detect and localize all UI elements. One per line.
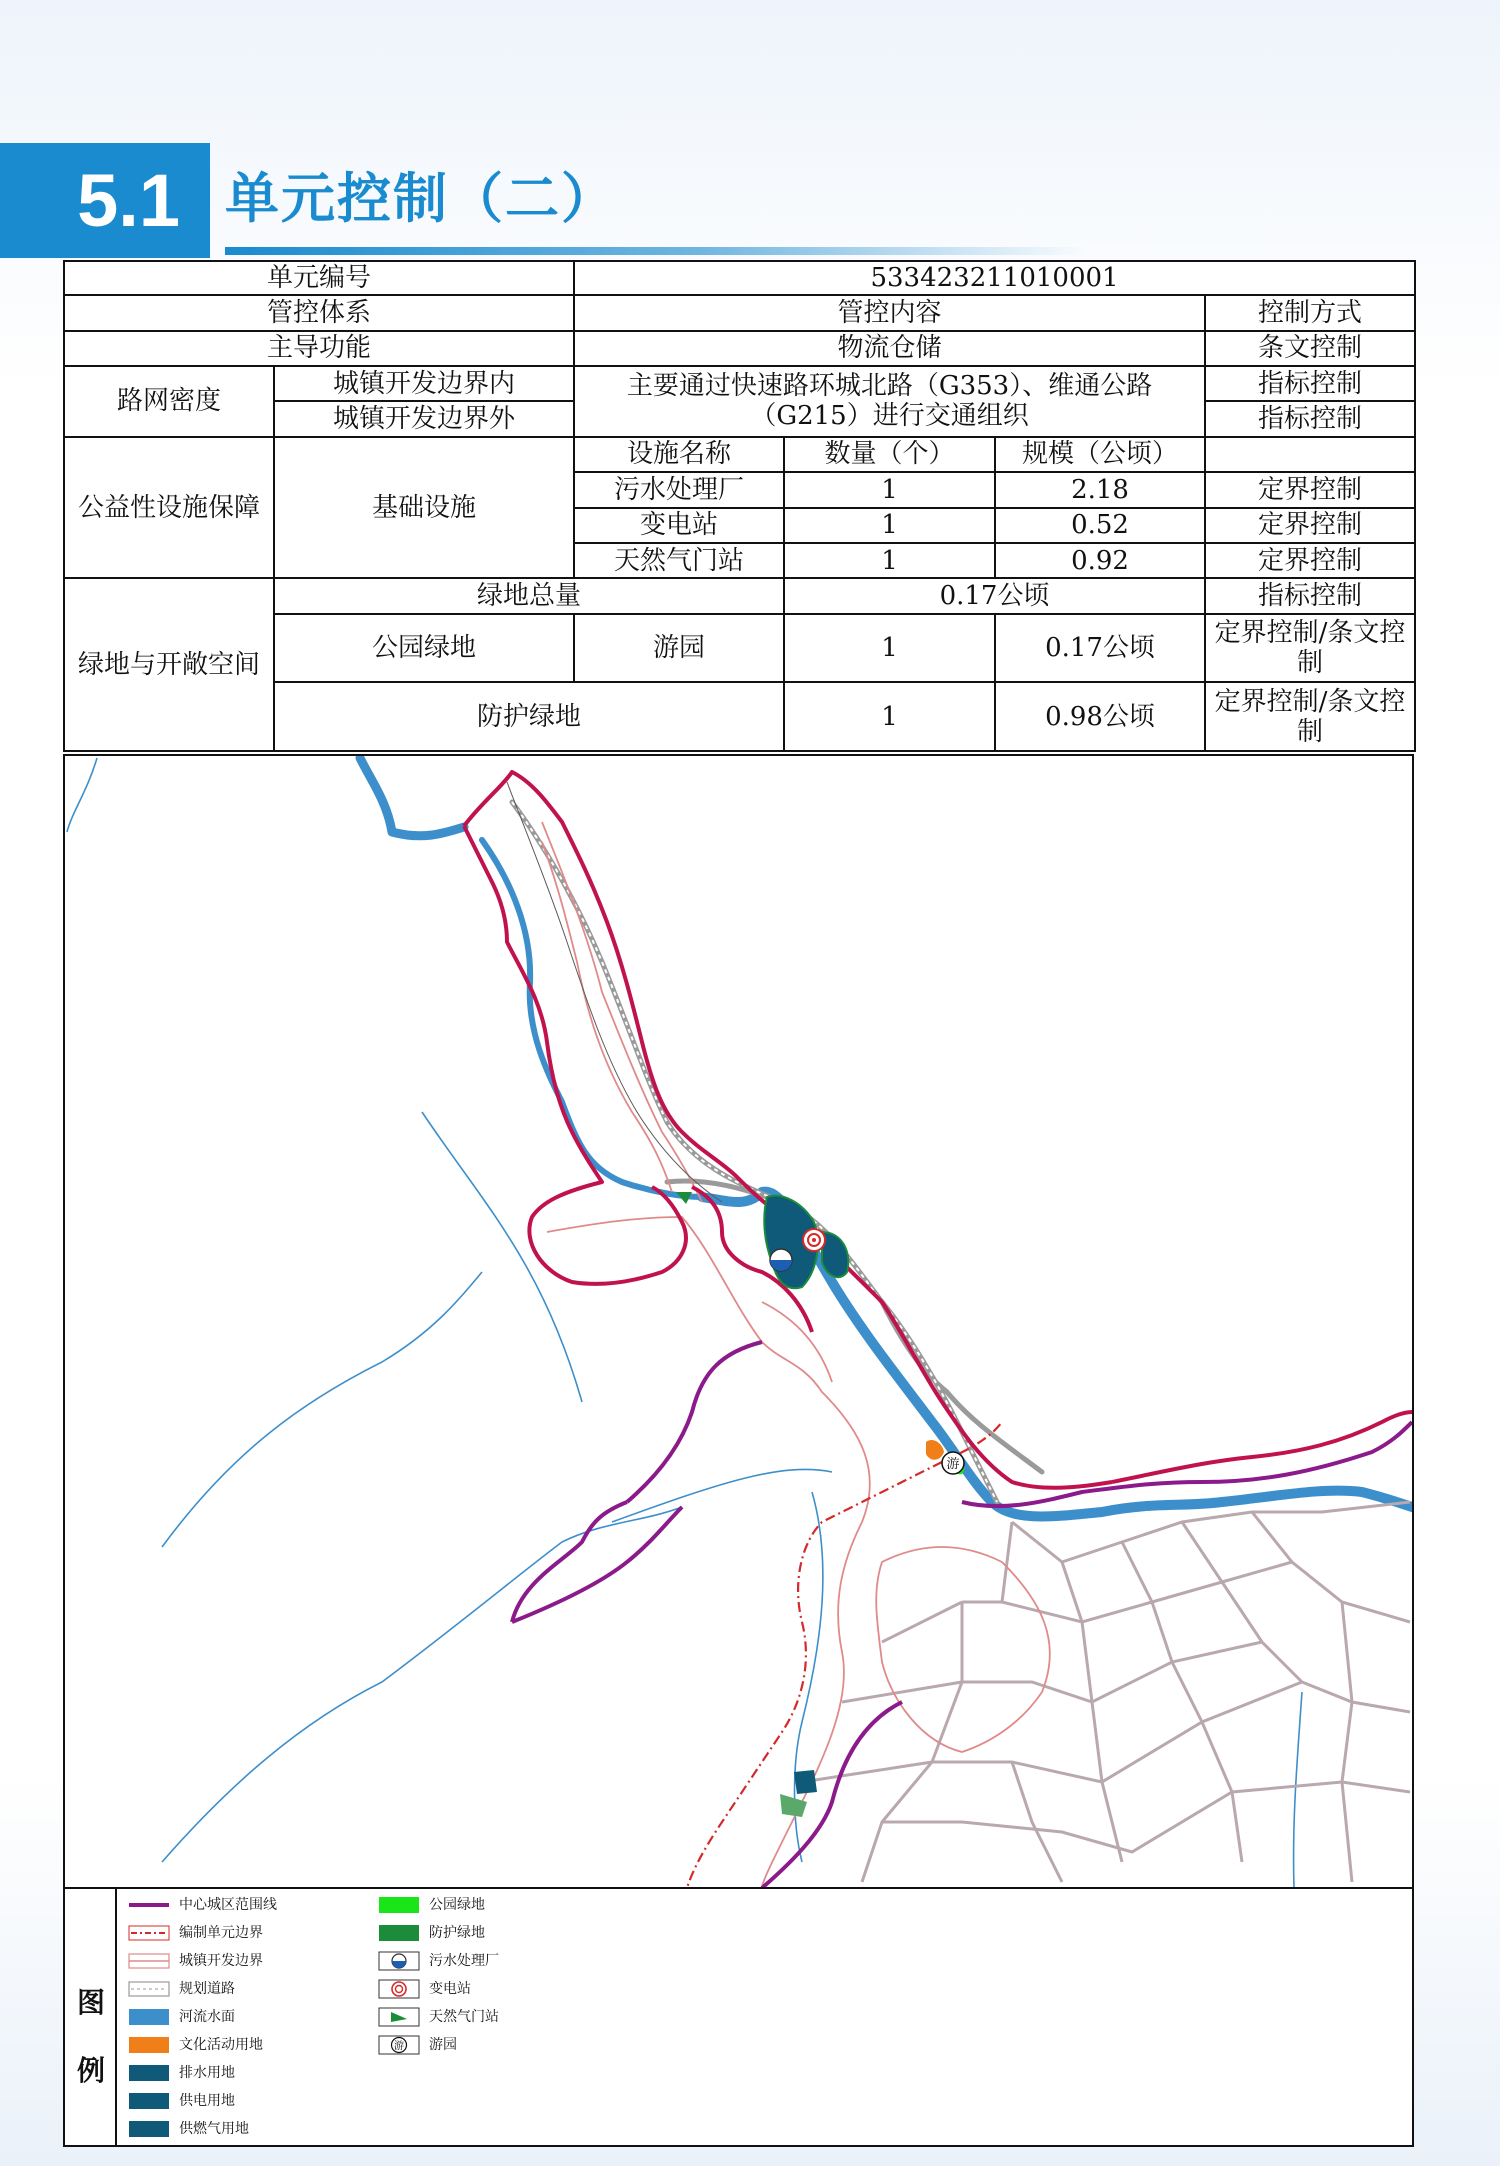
facility-name: 变电站: [574, 508, 784, 543]
compilation-unit-boundary: [687, 1422, 1002, 1888]
gas-station-legend-icon: [377, 2007, 421, 2027]
legend-label: 河流水面: [179, 2009, 235, 2025]
infrastructure-label: 基础设施: [274, 437, 574, 578]
substation-icon: [803, 1229, 825, 1251]
facility-name: 天然气门站: [574, 543, 784, 578]
culture-swatch-icon: [127, 2035, 171, 2055]
protective-green-scale: 0.98公顷: [995, 682, 1205, 751]
protective-green-swatch-icon: [377, 1923, 421, 1943]
table-row: [64, 261, 1415, 295]
culture-land-parcel: [926, 1440, 944, 1460]
road: [862, 1602, 962, 1882]
road: [1122, 1542, 1242, 1862]
legend-label: 规划道路: [179, 1981, 235, 1997]
unit-control-table: [63, 260, 1416, 752]
legend-label: 排水用地: [179, 2065, 235, 2081]
green-total-value: 0.17公顷: [784, 578, 1205, 613]
unit-code-value: 533423211010001: [574, 261, 1415, 295]
page-title: 单元控制（二）: [225, 167, 617, 230]
protective-green-qty: 1: [784, 682, 995, 751]
legend-title-char: 图: [77, 1986, 106, 2019]
col-method-header: 控制方式: [1205, 295, 1415, 330]
planned-roads: [512, 802, 1042, 1502]
unit-map: [63, 754, 1414, 1889]
table-row: [64, 578, 1415, 613]
col-content-header: 管控内容: [574, 295, 1205, 330]
facility-qty-header: 数量（个）: [784, 437, 995, 472]
river-swatch-icon: [127, 2007, 171, 2027]
garden-legend-glyph: 游: [394, 2041, 404, 2052]
protective-green-method: 定界控制/条文控制: [1205, 682, 1415, 751]
main-function-label: 主导功能: [64, 331, 574, 366]
stream: [422, 1112, 582, 1402]
facility-scale-header: 规模（公顷）: [995, 437, 1205, 472]
stream: [162, 1507, 682, 1862]
facility-scale: 0.92: [995, 543, 1205, 578]
park-method: 定界控制/条文控制: [1205, 614, 1415, 683]
power-land-parcel: [822, 1232, 848, 1277]
legend-title: [65, 1889, 117, 2145]
road-density-label: 路网密度: [64, 366, 274, 437]
legend-label: 供电用地: [179, 2093, 235, 2109]
road-outside-method: 指标控制: [1205, 401, 1415, 436]
streams: [67, 758, 1302, 1888]
facility-method-blank: [1205, 437, 1415, 472]
green-total-method: 指标控制: [1205, 578, 1415, 613]
table-row: [64, 295, 1415, 330]
unit-code-label: 单元编号: [64, 261, 574, 295]
table-row: [64, 331, 1415, 366]
garden-icon-label: 游: [946, 1457, 960, 1472]
stream: [612, 1469, 832, 1522]
stream: [162, 1272, 482, 1547]
park-swatch-icon: [377, 1895, 421, 1915]
road-inside-method: 指标控制: [1205, 366, 1415, 401]
gas-land-parcel: [794, 1770, 817, 1794]
main-function-value: 物流仓储: [574, 331, 1205, 366]
road-content: 主要通过快速路环城北路（G353）、维通公路（G215）进行交通组织: [574, 366, 1205, 437]
garden-legend-icon: [377, 2035, 421, 2055]
protective-green-parcel: [780, 1794, 807, 1817]
power-swatch-icon: [127, 2091, 171, 2111]
facility-qty: 1: [784, 472, 995, 507]
road: [962, 1642, 1262, 1702]
boundary-segment: [512, 1502, 627, 1622]
facility-name: 污水处理厂: [574, 472, 784, 507]
red-dashdot-line-icon: [127, 1923, 171, 1943]
road: [932, 1682, 1302, 1782]
road-inside-label: 城镇开发边界内: [274, 366, 574, 401]
legend-label: 游园: [429, 2037, 457, 2053]
boundary-segment: [542, 842, 672, 1192]
purple-line-icon: [127, 1895, 171, 1915]
col-system-header: 管控体系: [64, 295, 574, 330]
road-outside-label: 城镇开发边界外: [274, 401, 574, 436]
urban-development-boundary: [542, 822, 1050, 1888]
road: [882, 1782, 1410, 1852]
stream: [67, 758, 97, 832]
facility-method: 定界控制: [1205, 543, 1415, 578]
boundary-segment: [1112, 1412, 1412, 1482]
stream: [1294, 1692, 1302, 1888]
boundary-segment: [627, 1342, 762, 1502]
drainage-swatch-icon: [127, 2063, 171, 2083]
legend-label: 文化活动用地: [179, 2037, 263, 2053]
title-underline: [225, 247, 1085, 255]
unit-boundary: [464, 772, 1412, 1488]
road: [962, 1522, 1012, 1602]
facility-qty: 1: [784, 543, 995, 578]
legend-title-char: 例: [77, 2054, 106, 2087]
legend-label: 中心城区范围线: [179, 1897, 277, 1913]
green-total-label: 绿地总量: [274, 578, 784, 613]
sewage-plant-icon: [770, 1249, 792, 1271]
sewage-plant-legend-icon: [377, 1951, 421, 1971]
public-facility-label: 公益性设施保障: [64, 437, 274, 578]
road: [802, 1602, 962, 1782]
park-scale: 0.17公顷: [995, 614, 1205, 683]
boundary-segment: [464, 826, 686, 1284]
legend-label: 供燃气用地: [179, 2121, 249, 2137]
substation-legend-icon: [377, 1979, 421, 1999]
road: [1012, 1762, 1062, 1882]
pink-line-icon: [127, 1951, 171, 1971]
table-row: [64, 437, 1415, 472]
boundary-segment: [762, 1302, 832, 1382]
boundary-segment: [687, 1462, 942, 1888]
facility-qty: 1: [784, 508, 995, 543]
facility-scale: 0.52: [995, 508, 1205, 543]
facility-method: 定界控制: [1205, 472, 1415, 507]
legend-label: 编制单元边界: [179, 1925, 263, 1941]
road: [1342, 1602, 1352, 1882]
park-qty: 1: [784, 614, 995, 683]
facility-method: 定界控制: [1205, 508, 1415, 543]
main-function-method: 条文控制: [1205, 331, 1415, 366]
legend-label: 城镇开发边界: [179, 1953, 263, 1969]
river-upper: [360, 758, 464, 836]
road: [1062, 1562, 1122, 1862]
table-row: [64, 366, 1415, 401]
facility-name-header: 设施名称: [574, 437, 784, 472]
facility-scale: 2.18: [995, 472, 1205, 507]
legend-label: 天然气门站: [429, 2009, 499, 2025]
boundary-segment: [512, 1507, 682, 1622]
main-river: [360, 758, 1412, 1516]
protective-green-label: 防护绿地: [274, 682, 784, 751]
gas-swatch-icon: [127, 2119, 171, 2139]
green-space-label: 绿地与开敞空间: [64, 578, 274, 751]
legend-label: 公园绿地: [429, 1897, 485, 1913]
page-header: [0, 143, 1500, 258]
map-legend: [63, 1889, 1414, 2147]
section-number: 5.1: [0, 143, 210, 258]
legend-label: 变电站: [429, 1981, 471, 1997]
garden-icon: [942, 1452, 964, 1474]
road-line-icon: [127, 1979, 171, 1999]
park-green-label: 公园绿地: [274, 614, 574, 683]
legend-label: 污水处理厂: [429, 1953, 499, 1969]
park-type: 游园: [574, 614, 784, 683]
legend-label: 防护绿地: [429, 1925, 485, 1941]
map-canvas: [65, 756, 1412, 1889]
